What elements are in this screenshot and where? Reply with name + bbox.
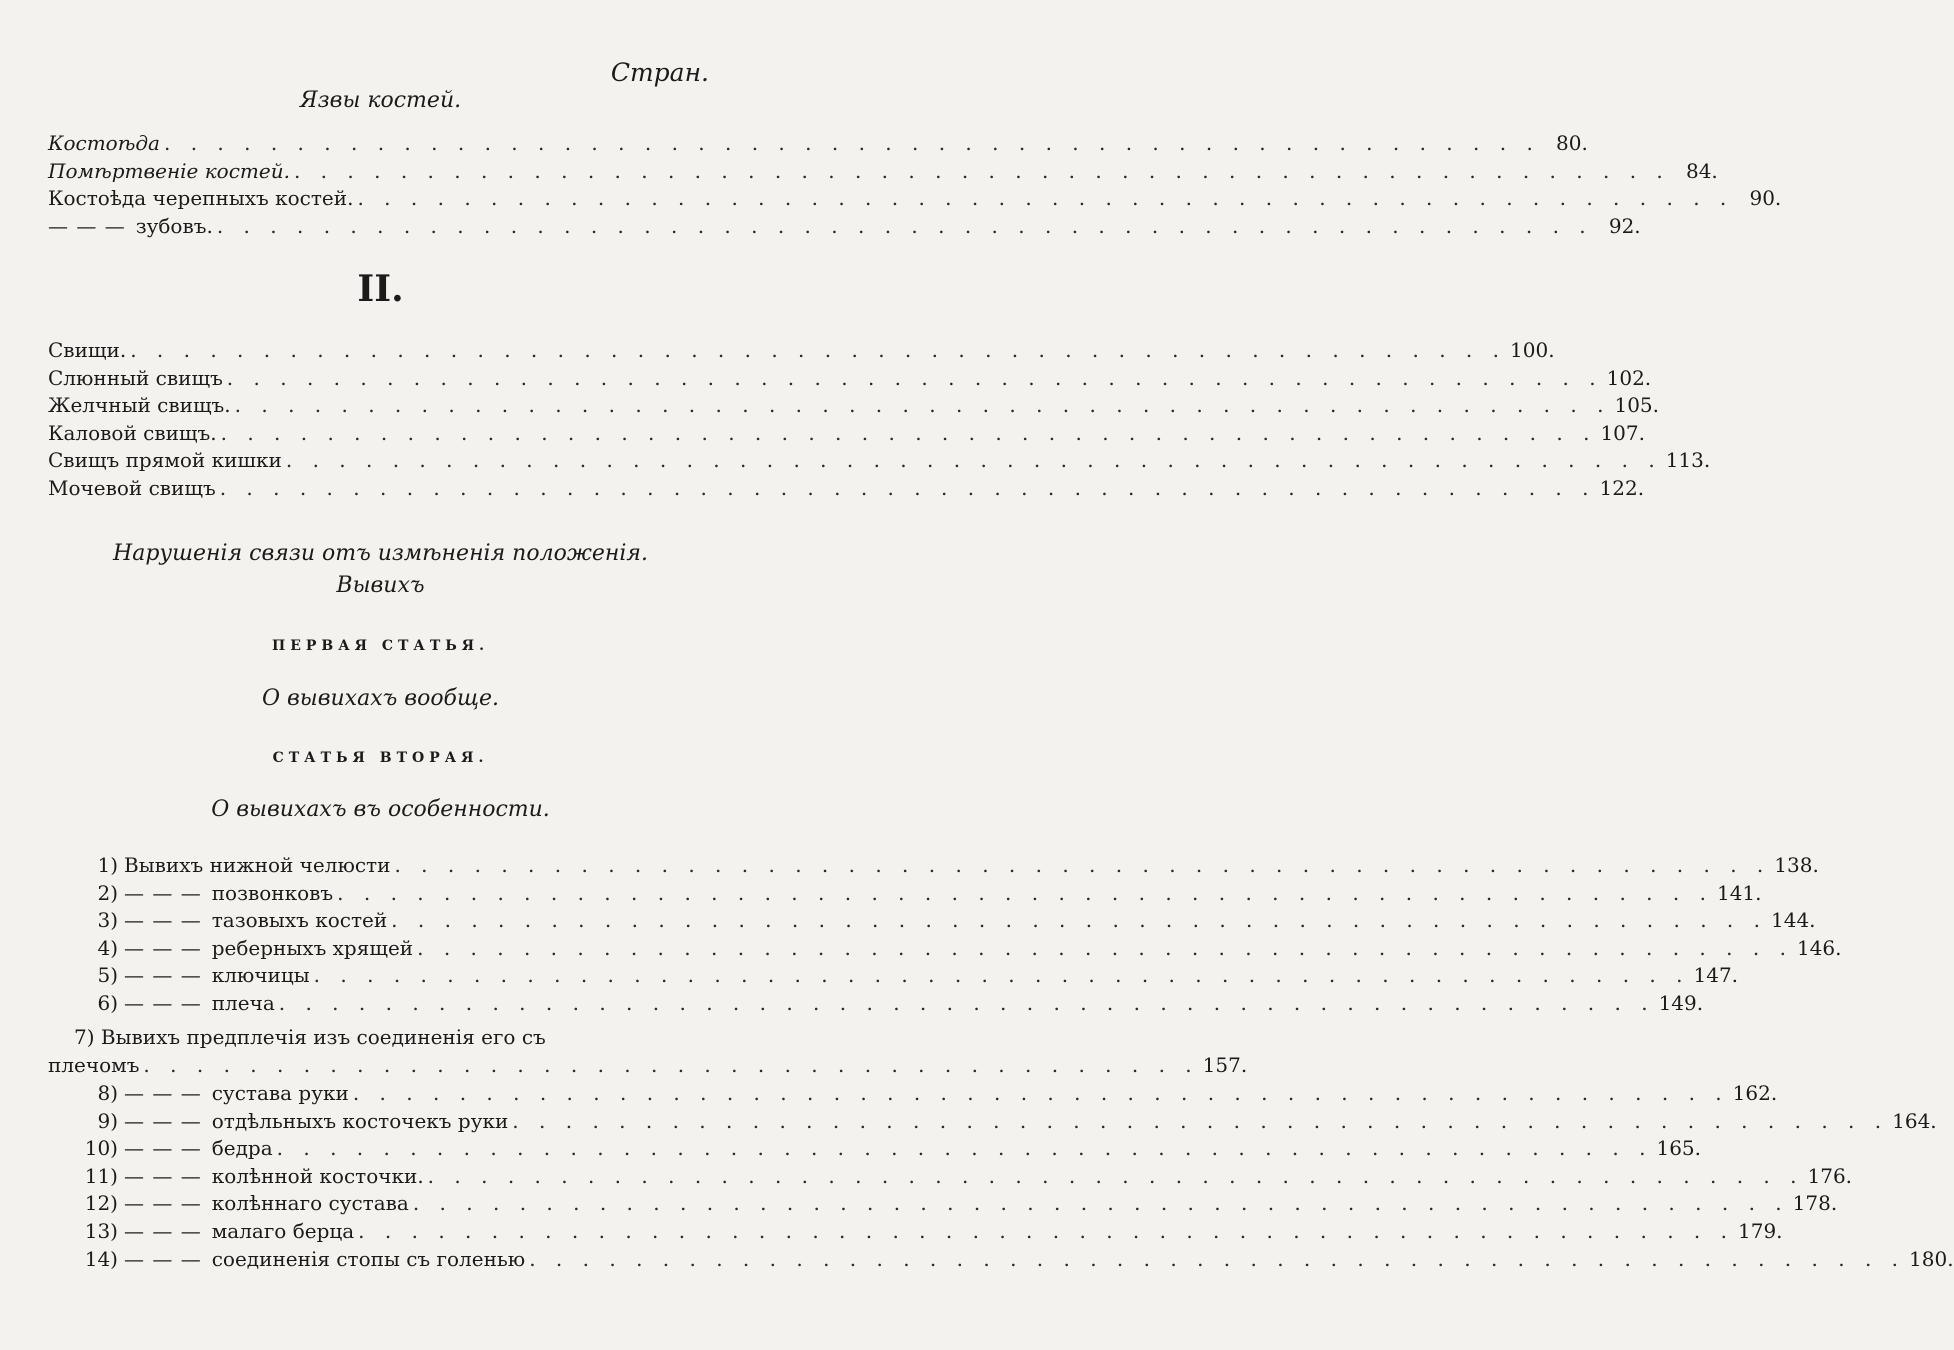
entry-label: тазовыхъ костей xyxy=(211,908,388,933)
entry-page: 107. xyxy=(1600,420,1645,445)
ditto-dashes: — — — xyxy=(124,1218,202,1243)
entry-page: 113. xyxy=(1665,448,1711,473)
toc-entry xyxy=(48,393,1659,421)
toc-entry xyxy=(60,1108,1937,1137)
entry-page: 162. xyxy=(1732,1081,1778,1105)
toc-entry xyxy=(60,1191,1838,1219)
ditto-dashes: — — — xyxy=(124,1163,202,1188)
toc-section-1 xyxy=(48,131,1782,241)
entry-page: 179. xyxy=(1738,1218,1783,1243)
toc-section-3 xyxy=(60,853,1842,1019)
entry-label: колѣннаго сустава xyxy=(211,1191,409,1216)
leader-dots: . . . . . . . . . . . . . . . . . . . . . . . . . . . . . . . . . . . . . . . . . . . . . . . . . . . . xyxy=(337,880,1713,905)
leader-dots: . . . . . . . . . . . . . . . . . . . . . . . . . . . . . . . . . . . . . . . . . . . . . . . . . . . . xyxy=(313,963,1690,988)
ditto-dashes: — — — xyxy=(48,213,126,238)
leader-dots: . . . . . . . . . . . . . . . . . . . . . . . . . . . . . . . . . . . . . . . . . . . . . . . . . . . . xyxy=(293,158,1670,183)
toc-entry xyxy=(60,908,1816,936)
entry-label: Вывихъ предплечія изъ соединенія его съ xyxy=(100,1025,546,1049)
leader-dots: . . . . . . . . . . . . . . . . . . . . . . . . . . . . . . . . . . . . . . . . . . . . . . . . . . . . xyxy=(278,990,1655,1015)
ditto-dashes: — — — xyxy=(124,908,202,933)
leader-dots: . . . . . . . . . . . . . . . . . . . . . . . . . . . . . . . . . . . . . . . . . . . . . . . . . . . . xyxy=(234,393,1611,418)
entry-number: 4) xyxy=(97,935,118,960)
toc-section-2 xyxy=(48,338,1711,504)
entry-label: Помѣртвеніе костей. xyxy=(48,158,290,183)
section-title-dislocations: Нарушенія связи отъ измѣненія положенія. xyxy=(113,541,648,566)
toc-entry xyxy=(48,448,1711,476)
toc-entry xyxy=(60,990,1704,1019)
leader-dots: . . . . . . . . . . . . . . . . . . . . . . . . . . . . . . . . . . . . . . . . . . . . . . . . . . . . xyxy=(394,853,1771,877)
toc-entry xyxy=(60,1081,1778,1109)
entry-number: 11) xyxy=(84,1163,118,1188)
entry-label: ключицы xyxy=(211,963,310,988)
entry-page: 144. xyxy=(1771,908,1816,933)
entry-number: 14) xyxy=(84,1246,118,1271)
entry-page: 165. xyxy=(1656,1136,1701,1161)
section-subtitle-dislocation: Вывихъ xyxy=(336,573,425,598)
toc-entry xyxy=(60,853,1819,881)
page-column-label: Стран. xyxy=(610,58,709,87)
entry-page: 180. xyxy=(1909,1246,1954,1271)
ditto-dashes: — — — xyxy=(124,1081,202,1105)
entry-page: 100. xyxy=(1510,338,1555,362)
ditto-dashes: — — — xyxy=(124,1246,202,1271)
leader-dots: . . . . . . . . . . . . . . . . . . . . . . . . . . . . . . . . . . . . . . . . . . . . . . . . . . . . xyxy=(358,1218,1734,1243)
entry-label: отдѣльныхъ косточекъ руки xyxy=(211,1108,509,1133)
toc-entry xyxy=(60,935,1842,964)
ditto-dashes: — — — xyxy=(124,963,202,988)
entry-label: позвонковъ xyxy=(211,880,334,905)
entry-page: 92. xyxy=(1608,213,1641,238)
leader-dots: . . . . . . . . . . . . . . . . . . . . . . . . . . . . . . . . . . . . . . . . . . . . . . . . . . . . xyxy=(276,1136,1653,1161)
ditto-dashes: — — — xyxy=(124,1108,202,1133)
leader-dots: . . . . . . . . . . . . . . . . . . . . . . . . . . . . . . . . . . . . . . . . . . . . . . . . . . . . xyxy=(357,186,1734,211)
toc-entry xyxy=(48,338,1555,366)
entry-page: 122. xyxy=(1599,475,1645,500)
entry-number: 2) xyxy=(97,880,118,905)
entry-label: бедра xyxy=(211,1136,273,1161)
entry-page: 80. xyxy=(1556,131,1588,155)
entry-number: 7) xyxy=(74,1025,95,1049)
entry-page: 84. xyxy=(1685,158,1718,183)
toc-entry xyxy=(48,420,1645,449)
entry-page: 138. xyxy=(1774,853,1819,877)
entry-label: Вывихъ нижной челюсти xyxy=(124,853,391,877)
toc-entry xyxy=(60,963,1739,991)
entry-page: 105. xyxy=(1614,393,1659,418)
section-title-ii: II. xyxy=(357,268,404,310)
entry-label: Костоѣда черепныхъ костей. xyxy=(48,186,354,211)
article-1-heading: ПЕРВАЯ СТАТЬЯ. xyxy=(271,638,490,654)
entry-page: 90. xyxy=(1749,186,1782,211)
toc-entry xyxy=(60,880,1762,909)
entry-label: малаго берца xyxy=(211,1218,355,1243)
leader-dots: . . . . . . . . . . . . . . . . . . . . . . . . . . . . . . . . . . . . . . . . . . . . . . . . . . . . xyxy=(529,1246,1906,1271)
entry-label: Мочевой свищъ xyxy=(48,475,216,500)
article-1-subtitle: О вывихахъ вообще. xyxy=(261,686,500,711)
ditto-dashes: — — — xyxy=(124,1191,202,1216)
toc-entry xyxy=(60,1246,1954,1275)
leader-dots: . . . . . . . . . . . . . . . . . . . . . . . . . . . . . . . . . . . . . . . . . . . . . . . . . . . . xyxy=(220,420,1597,445)
entry-number: 8) xyxy=(97,1081,118,1105)
entry-number: 10) xyxy=(84,1136,118,1161)
entry-label: Свищъ прямой кишки xyxy=(48,448,282,473)
entry-number: 13) xyxy=(84,1218,118,1243)
toc-entry xyxy=(48,186,1782,214)
leader-dots: . . . . . . . . . . . . . . . . . . . . . . . . . . . . . . . . . . . . . . . . . . . . . . . . . . . . xyxy=(412,1191,1789,1216)
entry-page: 102. xyxy=(1606,365,1652,390)
entry-page: 149. xyxy=(1658,990,1704,1015)
entry-label: плеча xyxy=(211,990,275,1015)
entry-label: Желчный свищъ. xyxy=(48,393,231,418)
entry-label: зубовъ. xyxy=(135,213,213,238)
leader-dots: . . . . . . . . . . . . . . . . . . . . . . . . . . . . . . . . . . . . . . . . . . . . . . . . . . . . xyxy=(352,1081,1729,1105)
toc-entry xyxy=(60,1218,1783,1247)
leader-dots: . . . . . . . . . . . . . . . . . . . . . . . . . . . . . . . . . . . . . . . . . . . . . . . . . . . . xyxy=(512,1108,1889,1133)
leader-dots: . . . . . . . . . . . . . . . . . . . . . . . . . . . . . . . . . . . . . . . . . . . . . . . . . . . . xyxy=(417,935,1793,960)
toc-entry xyxy=(60,1163,1853,1192)
article-2-subtitle: О вывихахъ въ особенности. xyxy=(211,797,550,822)
entry-number: 3) xyxy=(97,908,118,933)
entry-label: соединенія стопы съ голенью xyxy=(211,1246,526,1271)
entry-label: Свищи. xyxy=(48,338,127,362)
entry-label: сустава руки xyxy=(211,1081,349,1105)
entry-label-continued: плечомъ xyxy=(48,1053,140,1077)
entry-page: 141. xyxy=(1716,880,1762,905)
ditto-dashes: — — — xyxy=(124,935,202,960)
entry-number: 1) xyxy=(97,853,118,877)
toc-entry xyxy=(48,158,1718,187)
entry-page: 176. xyxy=(1807,1163,1853,1188)
ditto-dashes: — — — xyxy=(124,990,202,1015)
entry-label: колѣнной косточки. xyxy=(211,1163,424,1188)
entry-number: 9) xyxy=(97,1108,118,1133)
toc-entry xyxy=(48,213,1641,242)
entry-page: 164. xyxy=(1892,1108,1937,1133)
toc-section-3-continued xyxy=(60,1081,1954,1274)
leader-dots: . . . . . . . . . . . . . . . . . . . . . . . . . . . . . . . . . . . . . . . . . . . . . . . . . . . . xyxy=(216,213,1593,238)
entry-page: 146. xyxy=(1796,935,1842,960)
entry-page: 157. xyxy=(1202,1053,1248,1077)
leader-dots: . . . . . . . . . . . . . . . . . . . . . . . . . . . . . . . . . . . . . . . . . . . . . . . . . . . . xyxy=(219,475,1596,500)
entry-label: Слюнный свищъ xyxy=(48,365,223,390)
entry-label: реберныхъ хрящей xyxy=(211,935,414,960)
ditto-dashes: — — — xyxy=(124,880,202,905)
ditto-dashes: — — — xyxy=(124,1136,202,1161)
entry-label: Костоѣда xyxy=(48,131,160,155)
leader-dots: . . . . . . . . . . . . . . . . . . . . . . . . . . . . . . . . . . . . . . . . . . . . . . . . . . . . xyxy=(163,131,1540,155)
leader-dots: . . . . . . . . . . . . . . . . . . . . . . . . . . . . . . . . . . . . . . . . . . . . . . . . . . . . xyxy=(226,365,1603,390)
leader-dots: . . . . . . . . . . . . . . . . . . . . . . . . . . . . . . . . . . . . . . . . . . . . . . . . . . . . xyxy=(285,448,1662,473)
entry-number: 5) xyxy=(97,963,118,988)
entry-page: 147. xyxy=(1693,963,1739,988)
entry-label: Каловой свищъ. xyxy=(48,420,217,445)
leader-dots: . . . . . . . . . . . . . . . . . . . . . . . . . . . . . . . . . . . . . . . . xyxy=(143,1053,1199,1077)
toc-entry xyxy=(48,365,1652,394)
entry-number: 12) xyxy=(84,1191,118,1216)
entry-page: 178. xyxy=(1792,1191,1838,1216)
toc-entry-7 xyxy=(48,1025,1248,1081)
article-2-heading: СТАТЬЯ ВТОРАЯ. xyxy=(272,750,489,766)
toc-entry xyxy=(60,1136,1701,1164)
section-title-bone-ulcers: Язвы костей. xyxy=(299,88,462,113)
entry-number: 6) xyxy=(97,990,118,1015)
leader-dots: . . . . . . . . . . . . . . . . . . . . . . . . . . . . . . . . . . . . . . . . . . . . . . . . . . . . xyxy=(391,908,1767,933)
toc-entry xyxy=(48,475,1645,504)
leader-dots: . . . . . . . . . . . . . . . . . . . . . . . . . . . . . . . . . . . . . . . . . . . . . . . . . . . . xyxy=(427,1163,1804,1188)
leader-dots: . . . . . . . . . . . . . . . . . . . . . . . . . . . . . . . . . . . . . . . . . . . . . . . . . . . . xyxy=(130,338,1507,362)
toc-entry xyxy=(48,131,1588,159)
